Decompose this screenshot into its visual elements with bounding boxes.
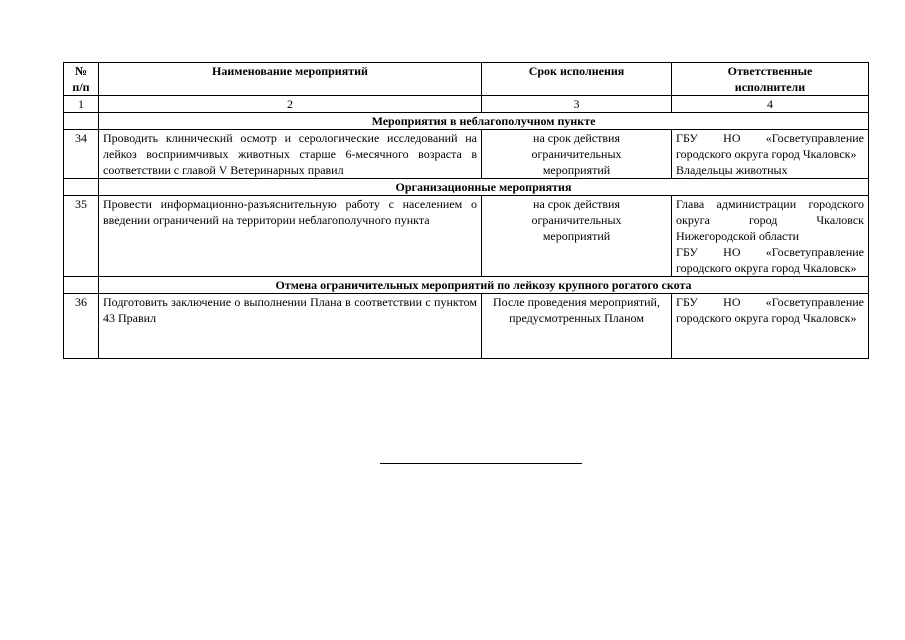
row-name: Подготовить заключение о выполнении Плана в соответствии с пунктом 43 Правил: [99, 294, 482, 359]
row-num: 35: [64, 196, 99, 277]
index-row: [64, 96, 869, 113]
responsible-org: ГБУ НО «Госветуправление городского округа город Чкаловск»: [676, 131, 864, 161]
row-num: 34: [64, 130, 99, 179]
index-cell: 3: [482, 96, 672, 113]
responsible-admin: Глава администрации городского округа город Чкаловск Нижегородской области: [676, 197, 864, 243]
index-cell: 2: [99, 96, 482, 113]
table-row: [64, 130, 869, 179]
section-row: [64, 277, 869, 294]
responsible-owner: Владельцы животных: [676, 163, 788, 177]
table-row: [64, 196, 869, 277]
responsible-org: ГБУ НО «Госветуправление городского округа город Чкаловск»: [676, 245, 864, 275]
row-responsible: [672, 130, 869, 179]
section-spacer: [64, 277, 99, 294]
section-title: Мероприятия в неблагополучном пункте: [99, 113, 869, 130]
row-responsible: [672, 294, 869, 359]
header-name: Наименование мероприятий: [99, 63, 482, 96]
header-responsible: Ответственные исполнители: [672, 63, 869, 96]
row-name: Провести информационно-разъяснительную работу с населением о введении ограничений на территории неблагополучного пункта: [99, 196, 482, 277]
section-row: [64, 113, 869, 130]
end-of-document-line: [380, 463, 582, 464]
row-num: 36: [64, 294, 99, 359]
header-deadline: Срок исполнения: [482, 63, 672, 96]
section-row: [64, 179, 869, 196]
table-header-row: [64, 63, 869, 96]
row-deadline: на срок действия ограничительных мероприятий: [482, 130, 672, 179]
row-deadline: После проведения мероприятий, предусмотренных Планом: [482, 294, 672, 359]
section-spacer: [64, 113, 99, 130]
section-title: Отмена ограничительных мероприятий по лейкозу крупного рогатого скота: [99, 277, 869, 294]
table-row: [64, 294, 869, 359]
header-num: № п/п: [64, 63, 99, 96]
row-deadline: на срок действия ограничительных мероприятий: [482, 196, 672, 277]
section-title: Организационные мероприятия: [99, 179, 869, 196]
responsible-org: ГБУ НО «Госветуправление городского округа город Чкаловск»: [676, 295, 864, 325]
row-name: Проводить клинический осмотр и серологические исследований на лейкоз восприимчивых животных старше 6-месячного возраста в соответствии с главой V Ветеринарных правил: [99, 130, 482, 179]
index-cell: 1: [64, 96, 99, 113]
section-spacer: [64, 179, 99, 196]
row-responsible: [672, 196, 869, 277]
index-cell: 4: [672, 96, 869, 113]
measures-table: [63, 62, 869, 359]
